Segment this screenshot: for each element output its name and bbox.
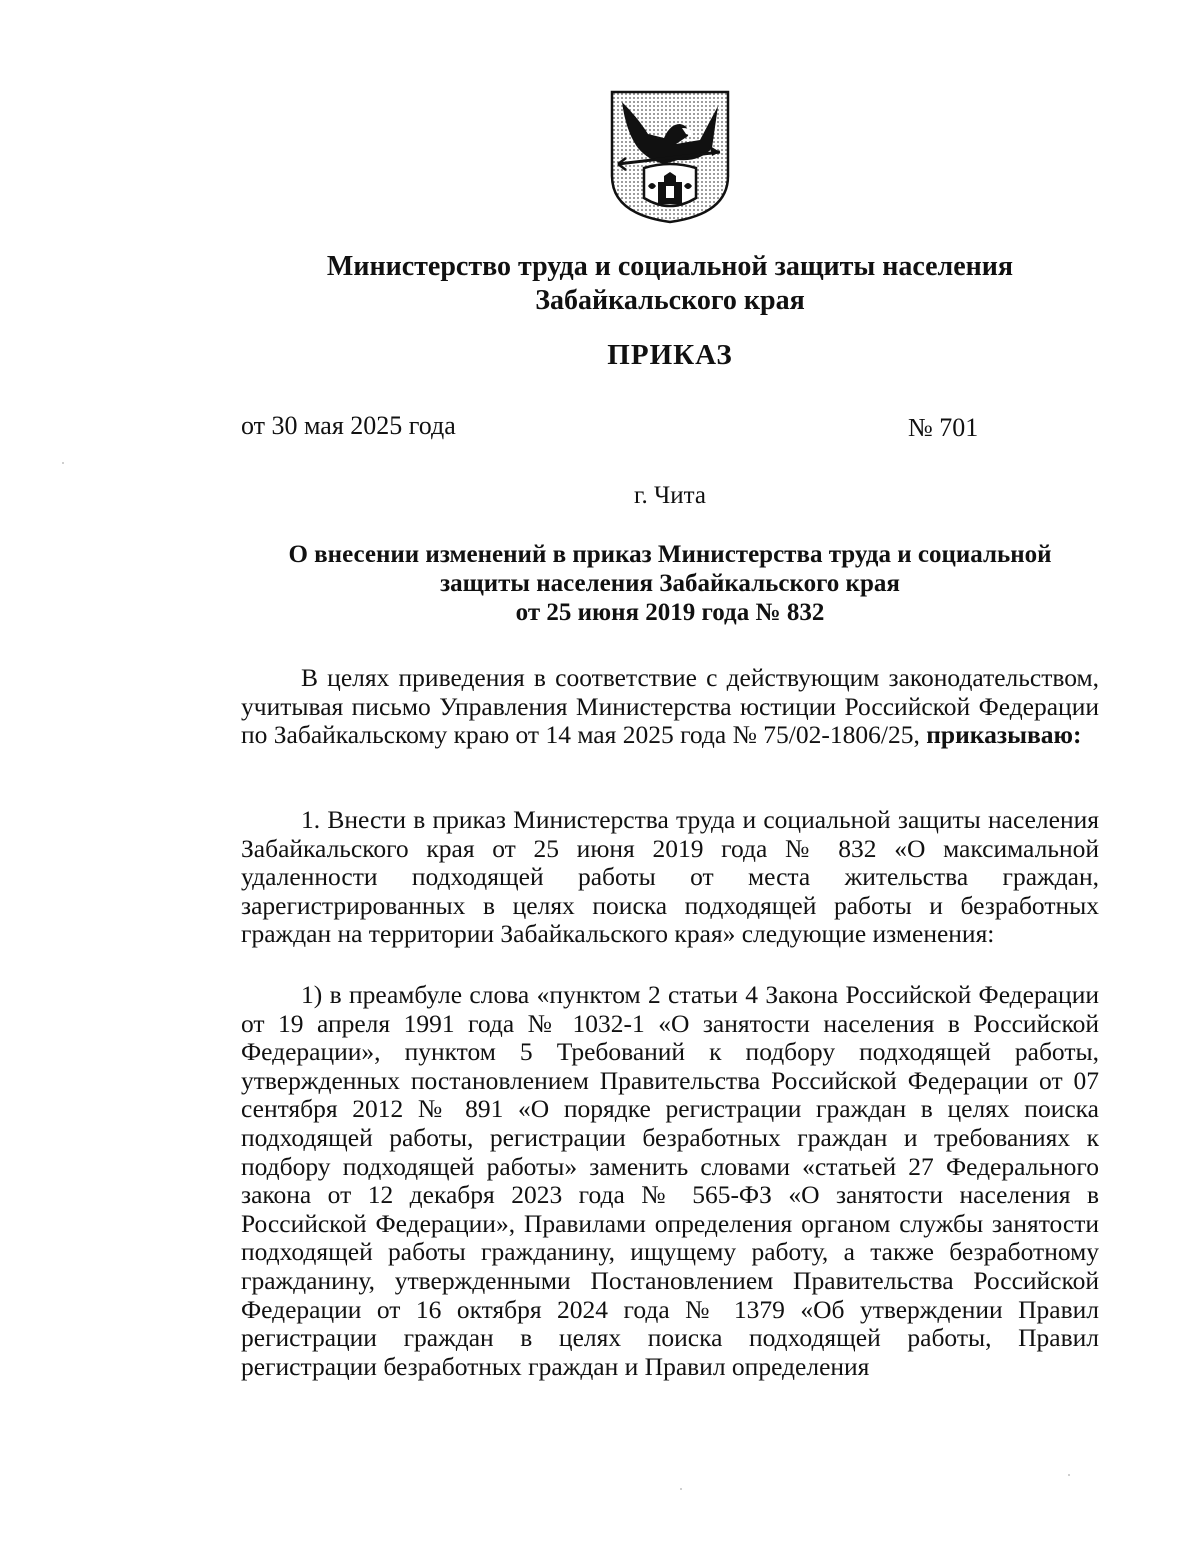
document-city: г. Чита	[634, 482, 706, 509]
item-1-paragraph	[241, 806, 1099, 949]
item-1-1-text: 1) в преамбуле слова «пунктом 2 статьи 4 Закона Российской Федерации от 19 апреля 1991 года № 1032-1 «О занятости населения в Российской Федерации», пунктом 5 Требований к подбору подходящей работы, утвержденных постановлением Правительства Российской Федерации от 07 сентября 2012 № 891 «О порядке регистрации граждан в целях поиска подходящей работы, регистрации безработных граждан и требованиях к подбору подходящей работы» заменить словами «статьей 27 Федерального закона от 12 декабря 2023 года № 565-ФЗ «О занятости населения в Российской Федерации», Правилами определения органом службы занятости подходящей работы гражданину, ищущему работу, а также безработному гражданину, утвержденными Постановлением Правительства Российской Федерации от 16 октября 2024 года № 1379 «Об утверждении Правил регистрации граждан в целях поиска подходящей работы, Правил регистрации безработных граждан и Правил определения	[241, 980, 1099, 1381]
document-number: № 701	[908, 413, 979, 442]
scan-mark-left	[62, 462, 64, 464]
document-date: от 30 мая 2025 года	[241, 411, 456, 440]
subject-line2: защиты населения Забайкальского края	[440, 570, 900, 597]
preamble-paragraph	[241, 664, 1099, 750]
preamble-text: В целях приведения в соответствие с действующим законодательством, учитывая письмо Управления Министерства юстиции Российской Федерации по Забайкальскому краю от 14 мая 2025 года № 75/02-1806/25,	[241, 663, 1099, 750]
subject-line1: О внесении изменений в приказ Министерства труда и социальной	[288, 541, 1052, 568]
scan-mark-bottom	[680, 1488, 682, 1490]
ministry-name-line1: Министерство труда и социальной защиты населения	[326, 251, 1014, 282]
subject-line3: от 25 июня 2019 года № 832	[515, 599, 825, 626]
coat-of-arms-icon	[608, 88, 732, 226]
scan-mark-right	[1068, 1474, 1070, 1476]
item-1-1-paragraph	[241, 981, 1099, 1381]
document-type: ПРИКАЗ	[607, 339, 733, 371]
preamble-order-word: приказываю:	[926, 720, 1082, 750]
item-1-text: 1. Внести в приказ Министерства труда и социальной защиты населения Забайкальского края от 25 июня 2019 года № 832 «О максимальной удаленности подходящей работы от места жительства граждан, зарегистрированных в целях поиска подходящей работы и безработных граждан на территории Забайкальского края» следующие изменения:	[241, 805, 1099, 949]
ministry-name-line2: Забайкальского края	[535, 285, 805, 316]
